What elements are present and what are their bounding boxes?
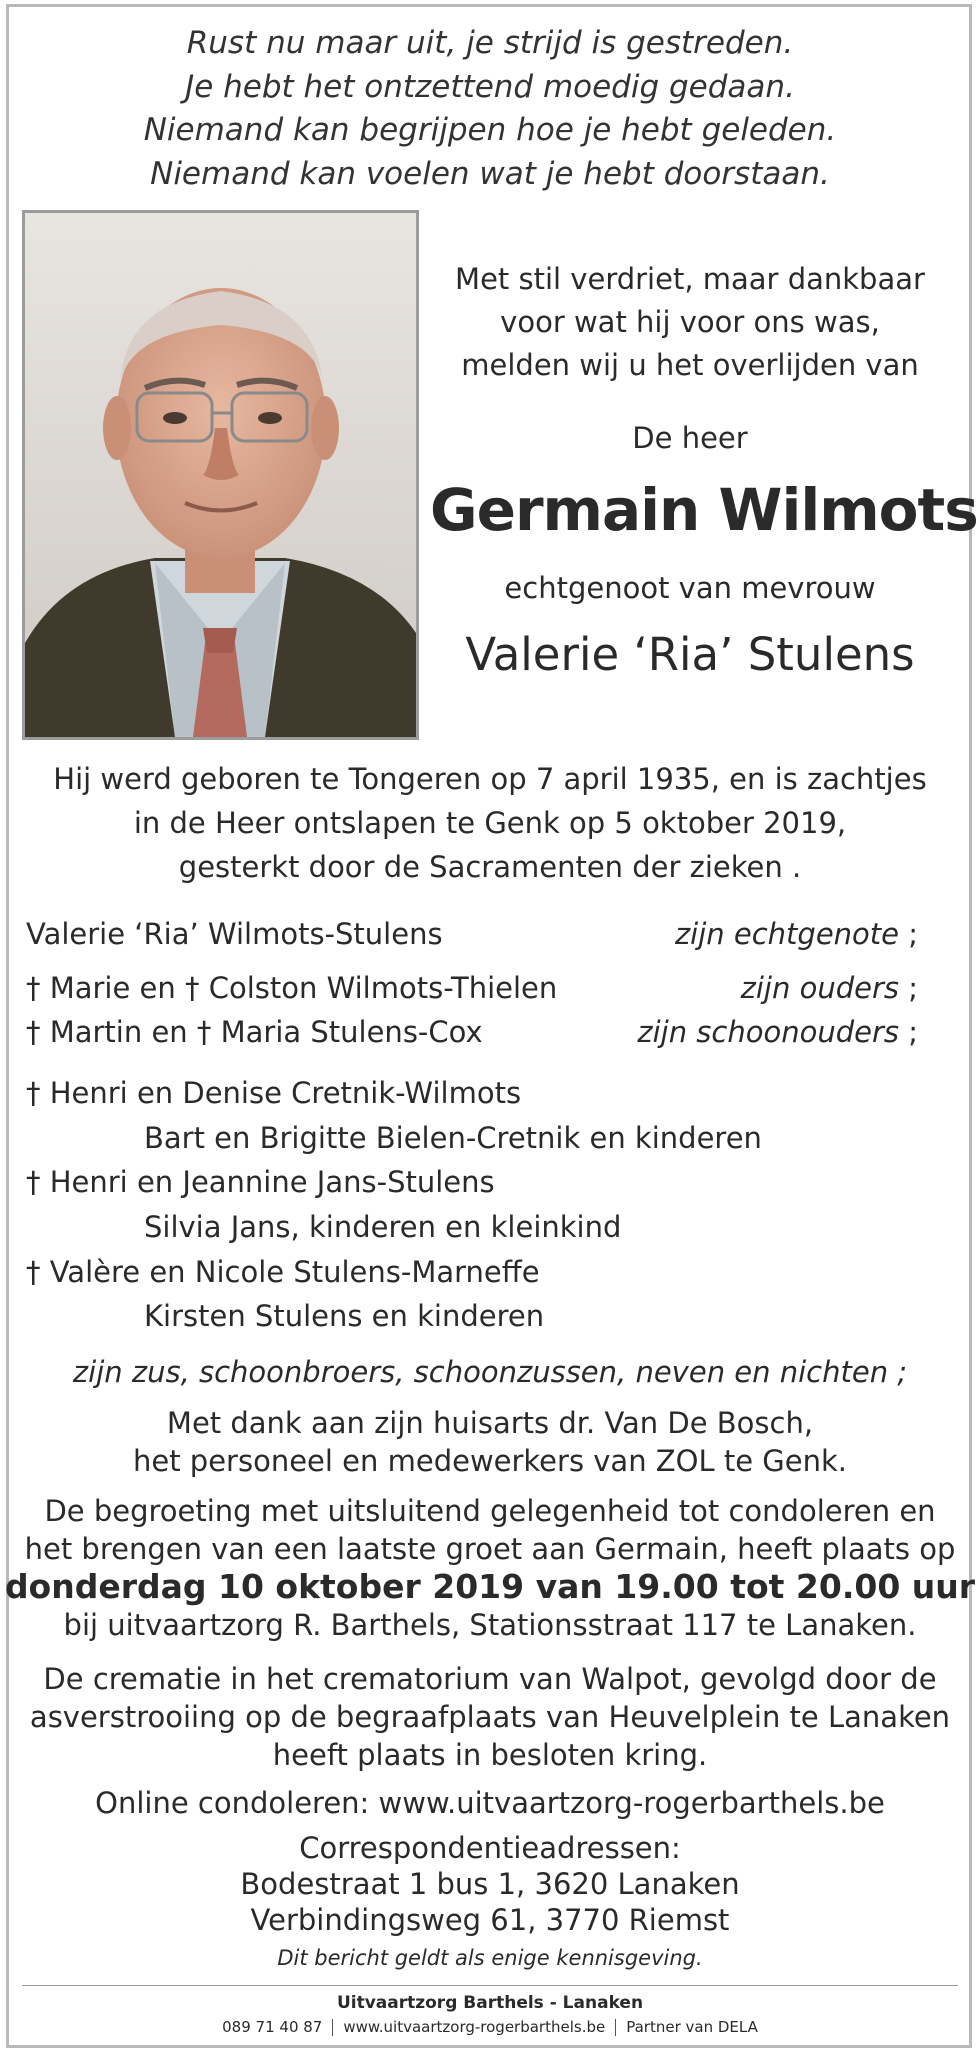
family-name: Valerie ‘Ria’ Wilmots-Stulens [26,917,443,951]
family-role-text: zijn ouders [740,971,899,1005]
family-role [675,912,918,956]
family-name: † Martin en † Maria Stulens-Cox [26,1015,483,1049]
poem-line: Je hebt het ontzettend moedig gedaan. [185,68,795,105]
family-name: † Marie en † Colston Wilmots-Thielen [26,971,558,1005]
deceased-name: Germain Wilmots [430,476,978,544]
spouse-name: Valerie ‘Ria’ Stulens [465,628,915,681]
family-role [741,966,918,1010]
footer-phone: 089 71 40 87 [222,2018,323,2036]
family-row [26,1205,918,1249]
cremation-line: heeft plaats in besloten kring. [272,1738,708,1772]
footer-separator [332,2019,333,2036]
visitation-date: donderdag 10 oktober 2019 van 19.00 tot 20.00 uur [4,1567,976,1606]
correspondence-label: Correspondentieadressen: [299,1831,681,1865]
footer-company: Uitvaartzorg Barthels - Lanaken [336,1993,644,2013]
family-row [26,1010,918,1054]
thanks-text [0,1404,980,1480]
visitation-line: bij uitvaartzorg R. Barthels, Stationsstraat 117 te Lanaken. [63,1608,917,1642]
footer-separator [615,2019,616,2036]
thanks-line: het personeel en medewerkers van ZOL te Genk. [132,1444,848,1478]
thanks-line: Met dank aan zijn huisarts dr. Van De Bosch, [166,1406,814,1440]
family-role-separator: ; [908,1015,918,1049]
intro-line: voor wat hij voor ons was, [500,305,880,339]
birth-death-line: gesterkt door de Sacramenten der zieken . [178,850,802,884]
footer-partner: Partner van DELA [626,2018,758,2036]
spouse-intro: echtgenoot van mevrouw [504,571,876,605]
family-row [26,1071,918,1115]
family-row [26,912,918,956]
family-name: † Henri en Denise Cretnik-Wilmots [26,1076,522,1110]
correspondence-address: Bodestraat 1 bus 1, 3620 Lanaken [240,1867,740,1901]
poem-line: Niemand kan begrijpen hoe je hebt geleden. [143,112,837,148]
visitation-line: het brengen van een laatste groet aan Germain, heeft plaats op [24,1532,956,1566]
family-row [26,1294,918,1338]
family-name: Kirsten Stulens en kinderen [144,1299,545,1333]
visitation-line: De begroeting met uitsluitend gelegenheid tot condoleren en [44,1494,936,1528]
online-condolence: Online condoleren: www.uitvaartzorg-rogerbarthels.be [95,1786,885,1820]
cremation-line: asverstrooiing op de begraafplaats van Heuvelplein te Lanaken [29,1700,951,1734]
portrait-photo [22,210,419,740]
poem-line: Rust nu maar uit, je strijd is gestreden. [186,25,794,61]
family-row [26,1250,918,1294]
family-name: Silvia Jans, kinderen en kleinkind [144,1210,622,1244]
poem-line: Niemand kan voelen wat je hebt doorstaan. [150,155,830,192]
relatives-line: zijn zus, schoonbroers, schoonzussen, neven en nichten ; [72,1355,908,1389]
birth-death-line: in de Heer ontslapen te Genk op 5 oktober 2019, [133,806,847,840]
cremation-line: De crematie in het crematorium van Walpot, gevolgd door de [43,1662,937,1696]
family-row [26,966,918,1010]
family-name: Bart en Brigitte Bielen-Cretnik en kinderen [144,1121,762,1155]
family-name: † Valère en Nicole Stulens-Marneffe [26,1255,540,1289]
announcement-intro [430,258,950,387]
birth-death-info [0,757,980,889]
intro-line: melden wij u het overlijden van [461,348,919,382]
footer-contact [0,2016,980,2038]
notice-text: Dit bericht geldt als enige kennisgeving. [277,1946,703,1970]
family-role-separator: ; [908,917,918,951]
family-role-text: zijn echtgenote [674,917,899,951]
visitation-info [0,1492,980,1644]
cremation-info [0,1660,980,1774]
birth-death-line: Hij werd geboren te Tongeren op 7 april 1935, en is zachtjes [53,762,927,796]
honorific: De heer [632,421,748,455]
family-role [637,1010,918,1054]
family-role-text: zijn schoonouders [637,1015,899,1049]
footer-website[interactable]: www.uitvaartzorg-rogerbarthels.be [343,2018,606,2036]
intro-line: Met stil verdriet, maar dankbaar [455,262,925,296]
family-role-separator: ; [908,971,918,1005]
poem [0,22,980,196]
correspondence-address: Verbindingsweg 61, 3770 Riemst [250,1903,730,1937]
family-row [26,1116,918,1160]
family-row [26,1160,918,1204]
correspondence [0,1830,980,1938]
family-name: † Henri en Jeannine Jans-Stulens [26,1165,495,1199]
footer-divider [22,1985,958,1986]
